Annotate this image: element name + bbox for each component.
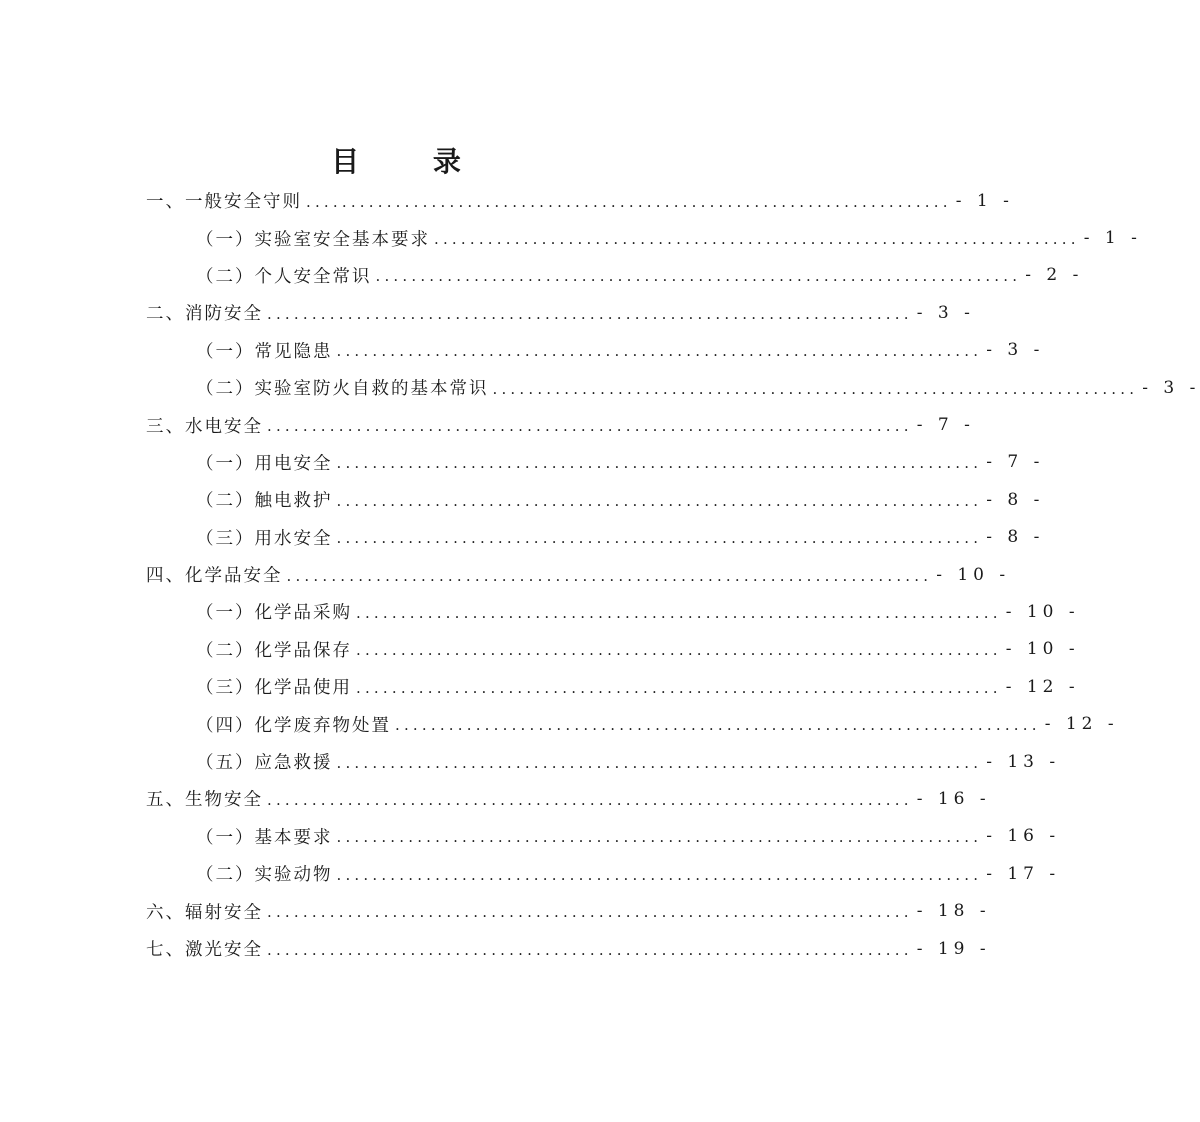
toc-entry-label: （二）实验室防火自救的基本常识 xyxy=(196,379,489,400)
toc-entry[interactable] xyxy=(146,818,1061,855)
toc-entry-page: - 12 - xyxy=(1005,676,1080,697)
dot-leader: ........................................................................ xyxy=(267,417,913,436)
toc-entry-page: - 10 - xyxy=(936,564,1011,585)
toc-list xyxy=(146,182,1200,967)
toc-entry-label: （一）基本要求 xyxy=(196,827,333,848)
dot-leader: ........................................................................ xyxy=(336,753,983,772)
toc-entry-page: - 1 - xyxy=(955,190,1014,211)
toc-entry-page: - 7 - xyxy=(986,452,1045,473)
toc-entry-label: 五、生物安全 xyxy=(146,790,263,811)
toc-entry-label: （三）化学品使用 xyxy=(196,678,352,699)
toc-entry[interactable] xyxy=(146,444,1045,481)
toc-entry[interactable] xyxy=(146,631,1080,668)
toc-entry[interactable] xyxy=(146,481,1045,518)
dot-leader: ........................................................................ xyxy=(336,828,983,847)
toc-entry-label: （四）化学废弃物处置 xyxy=(196,715,391,736)
toc-entry-page: - 8 - xyxy=(986,489,1045,510)
dot-leader: ........................................................................ xyxy=(336,529,983,548)
toc-entry[interactable] xyxy=(146,519,1045,556)
toc-entry-label: （三）用水安全 xyxy=(196,528,333,549)
toc-entry[interactable] xyxy=(146,780,991,817)
dot-leader: ........................................................................ xyxy=(395,716,1041,735)
dot-leader: ........................................................................ xyxy=(267,304,913,323)
dot-leader: ........................................................................ xyxy=(375,267,1022,286)
toc-entry-page: - 17 - xyxy=(986,863,1061,884)
toc-entry-label: （二）触电救护 xyxy=(196,491,333,512)
toc-entry-page: - 12 - xyxy=(1044,714,1119,735)
dot-leader: ........................................................................ xyxy=(336,342,983,361)
toc-entry-page: - 13 - xyxy=(986,751,1061,772)
toc-entry-label: （一）化学品采购 xyxy=(196,603,352,624)
toc-entry-page: - 1 - xyxy=(1083,228,1142,249)
toc-entry-label: （一）用电安全 xyxy=(196,453,333,474)
toc-entry-label: 四、化学品安全 xyxy=(146,566,283,587)
toc-entry-page: - 16 - xyxy=(916,788,991,809)
dot-leader: ........................................................................ xyxy=(267,903,913,922)
dot-leader: ........................................................................ xyxy=(336,865,983,884)
toc-entry-page: - 7 - xyxy=(916,415,975,436)
toc-entry[interactable] xyxy=(146,930,991,967)
dot-leader: ........................................................................ xyxy=(267,790,913,809)
toc-entry[interactable] xyxy=(146,593,1080,630)
toc-entry[interactable] xyxy=(146,406,975,443)
toc-entry-page: - 3 - xyxy=(916,302,975,323)
toc-title: 目 录 xyxy=(331,145,493,178)
toc-entry-page: - 10 - xyxy=(1005,601,1080,622)
toc-entry[interactable] xyxy=(146,294,975,331)
toc-entry-label: 六、辐射安全 xyxy=(146,902,263,923)
toc-entry[interactable] xyxy=(146,257,1084,294)
toc-entry[interactable] xyxy=(146,182,1014,219)
toc-entry[interactable] xyxy=(146,332,1045,369)
toc-entry-page: - 3 - xyxy=(1142,377,1200,398)
toc-entry-label: 二、消防安全 xyxy=(146,304,263,325)
dot-leader: ........................................................................ xyxy=(434,230,1080,249)
toc-entry-label: 七、激光安全 xyxy=(146,940,263,960)
toc-entry[interactable] xyxy=(146,855,1061,892)
dot-leader: ........................................................................ xyxy=(492,379,1139,398)
toc-entry-label: （一）常见隐患 xyxy=(196,341,333,362)
toc-entry-page: - 16 - xyxy=(986,826,1061,847)
toc-entry-page: - 2 - xyxy=(1025,265,1084,286)
dot-leader: ........................................................................ xyxy=(336,454,983,473)
dot-leader: ........................................................................ xyxy=(286,566,933,585)
toc-entry[interactable] xyxy=(146,668,1080,705)
toc-entry-label: （二）实验动物 xyxy=(196,865,333,886)
toc-entry-page: - 8 - xyxy=(986,527,1045,548)
toc-entry-label: （一）实验室安全基本要求 xyxy=(196,229,430,250)
dot-leader: ........................................................................ xyxy=(306,192,952,211)
toc-entry[interactable] xyxy=(146,892,991,929)
dot-leader: ........................................................................ xyxy=(267,940,913,959)
toc-entry[interactable] xyxy=(146,369,1200,406)
toc-entry-page: - 3 - xyxy=(986,340,1045,361)
toc-entry-label: 三、水电安全 xyxy=(146,416,263,437)
dot-leader: ........................................................................ xyxy=(356,603,1002,622)
toc-entry-page: - 18 - xyxy=(916,901,991,922)
toc-entry-page: - 19 - xyxy=(916,938,991,959)
toc-entry[interactable] xyxy=(146,705,1119,742)
toc-entry-label: （二）化学品保存 xyxy=(196,640,352,661)
toc-entry-label: （五）应急救援 xyxy=(196,753,333,774)
toc-entry[interactable] xyxy=(146,743,1061,780)
dot-leader: ........................................................................ xyxy=(356,641,1002,660)
dot-leader: ........................................................................ xyxy=(336,491,983,510)
toc-entry-label: （二）个人安全常识 xyxy=(196,266,372,287)
dot-leader: ........................................................................ xyxy=(356,678,1002,697)
toc-entry[interactable] xyxy=(146,219,1142,256)
toc-entry[interactable] xyxy=(146,556,1011,593)
toc-entry-page: - 10 - xyxy=(1005,639,1080,660)
toc-entry-label: 一、一般安全守则 xyxy=(146,192,302,213)
